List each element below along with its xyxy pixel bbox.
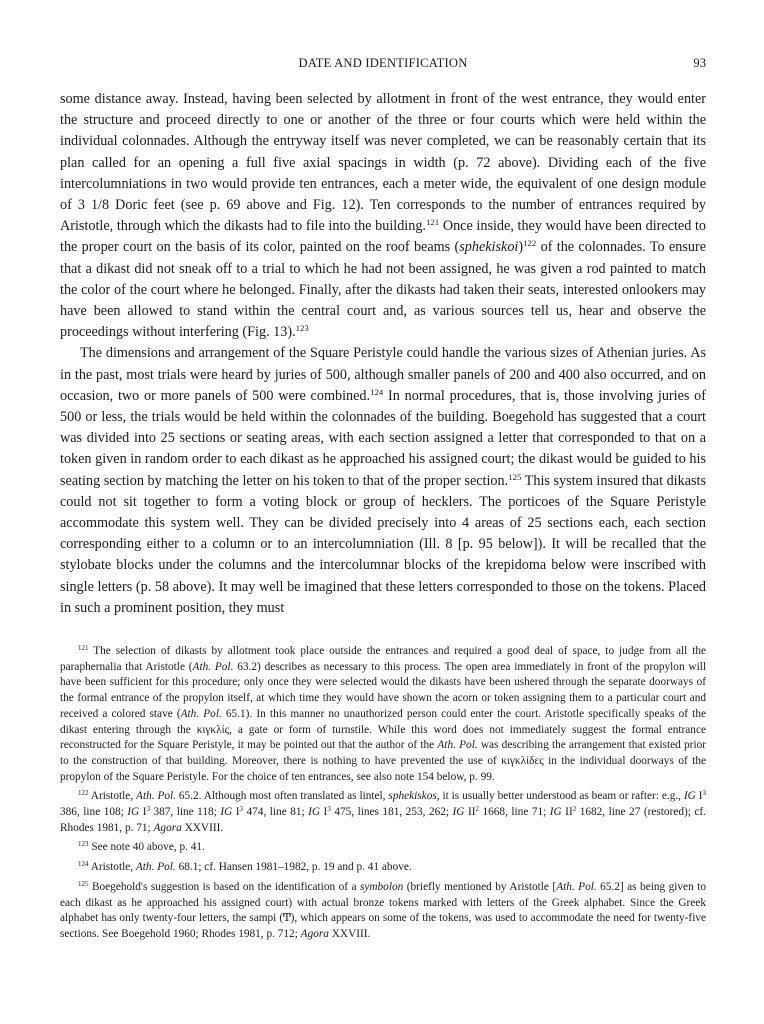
footnote-123: $^{123}$ See note 40 above, p. 41. (78, 840, 205, 854)
running-title: DATE AND IDENTIFICATION (298, 56, 468, 70)
main-text (60, 89, 706, 619)
footnote-ref[interactable]: 125 (508, 471, 522, 482)
running-header (60, 56, 706, 76)
footnotes (60, 644, 706, 947)
footnote-ref[interactable]: 123 (295, 323, 309, 334)
footnote-ref[interactable]: 122 (523, 238, 537, 249)
footnote-121: $^{121}$ The selection of dikasts by allotment took place outside the entrances and required a good deal of space, to judge from all the paraphernalia that Aristotle (Ath. Pol. 63.2) describes as necessary to this process. The open area immediately in front of the propylon will have been sufficient for this procedure; only once they were selected would the dikasts have been ushered through the separate doorways of the formal entrance of the propylon itself, at which time they would have shown the acorn or token assigning them to a particular court and received a colored stave (Ath. Pol. 65.1). In this manner no unauthorized person could enter the court. Aristotle specifically speaks of the dikast entering through the κιγκλίς, a gate or form of turnstile. While this word does not immediately suggest the formal entrance reconstructed for the Square Peristyle, it may be pointed out that the author of the Ath. Pol. was describing the arrangement that existed prior to the construction of that building. Moreover, there is nothing to have prevented the use of κιγκλίδες in the individual doorways of the propylon of the Square Peristyle. For the choice of ten entrances, see also note 154 below, p. 99. (60, 644, 707, 783)
footnote-122: $^{122}$ Aristotle, Ath. Pol. 65.2. Although most often translated as lintel, sphekiskos, it is usually better understood as beam or rafter: e.g., IG $I^3$ 386, line 108; IG $I^3$ 387, line 118; IG $I^3$ 474, line 81; IG $I^3$ 475, lines 181, 253, 262; IG $II^2$ 1668, line 71; IG $II^2$ 1682, line 27 (restored); cf. Rhodes 1981, p. 71; Agora XXVIII. (60, 789, 706, 834)
footnote-number: 123 (78, 840, 89, 849)
footnote-ref[interactable]: 121 (425, 217, 440, 228)
footnote-number: 121 (78, 644, 89, 653)
page-number: 93 (693, 56, 706, 70)
paragraph: some distance away. Instead, having been selected by allotment in front of the west entrance, they would enter the structure and proceed directly to one or another of the three or four courts which were held within the individual colonnades. Although the entryway itself was never completed, we can be reasonably certain that its plan called for an opening a full five axial spacings in width (p. 72 above). Dividing each of the five intercolumniations in two would provide ten entrances, each a meter wide, the equivalent of one design module of 3 1/8 Doric feet (see p. 69 above and Fig. 12). Ten corresponds to the number of entrances required by Aristotle, through which the dikasts had to file into the building.$^{121}$ Once inside, they would have been directed to the proper court on the basis of its color, painted on the roof beams (sphekiskoi)$^{122}$ of the colonnades. To ensure that a dikast did not sneak off to a trial to which he had not been assigned, he was given a rod painted to match the color of the court where he belonged. Finally, after the dikasts had taken their seats, interested onlookers may have been allowed to stand within the central court and, as various sources tell us, hear and observe the proceedings without interfering (Fig. 13).$^{123}$ (60, 91, 706, 341)
paragraph: The dimensions and arrangement of the Square Peristyle could handle the various sizes of Athenian juries. As in the past, most trials were heard by juries of 500, although smaller panels of 200 and 400 also occurred, and on occasion, two or more panels of 500 were combined.$^{124}$ In normal procedures, that is, those involving juries of 500 or less, the trials would be held within the colonnades of the building. Boegehold has suggested that a court was divided into 25 sections or seating areas, with each section assigned a letter that corresponded to that on a token given in random order to each dikast as he approached his assigned court; the dikast would be guided to his seating section by matching the letter on his token to that of the proper section.$^{125}$ This system insured that dikasts could not sit together to form a voting block or group of hecklers. The porticoes of the Square Peristyle accommodate this system well. They can be divided precisely into 4 areas of 25 sections each, each section corresponding either to a column or to an intercolumniation (Ill. 8 [p. 95 below]). It will be recalled that the stylobate blocks under the columns and the intercolumnar blocks of the krepidoma below were inscribed with single letters (p. 58 above). It may well be imagined that these letters corresponded to those on the tokens. Placed in such a prominent position, they must (60, 345, 707, 616)
footnote-124: $^{124}$ Aristotle, Ath. Pol. 68.1; cf. Hansen 1981–1982, p. 19 and p. 41 above. (78, 860, 412, 874)
footnote-ref[interactable]: 124 (370, 387, 384, 398)
footnote-125: $^{125}$ Boegehold's suggestion is based on the identification of a symbolon (briefly mentioned by Aristotle [Ath. Pol. 65.2] as being given to each dikast as he approached his assigned court) with actual bronze tokens marked with letters of the Greek alphabet. Since the Greek alphabet has only twenty-four letters, the sampi (Ͳ), which appears on some of the tokens, was used to accommodate the need for twenty-five sections. See Boegehold 1960; Rhodes 1981, p. 712; Agora XXVIII. (60, 880, 706, 940)
footnote-number: 125 (78, 880, 89, 888)
footnote-number: 122 (78, 789, 89, 798)
footnote-number: 124 (78, 860, 89, 869)
